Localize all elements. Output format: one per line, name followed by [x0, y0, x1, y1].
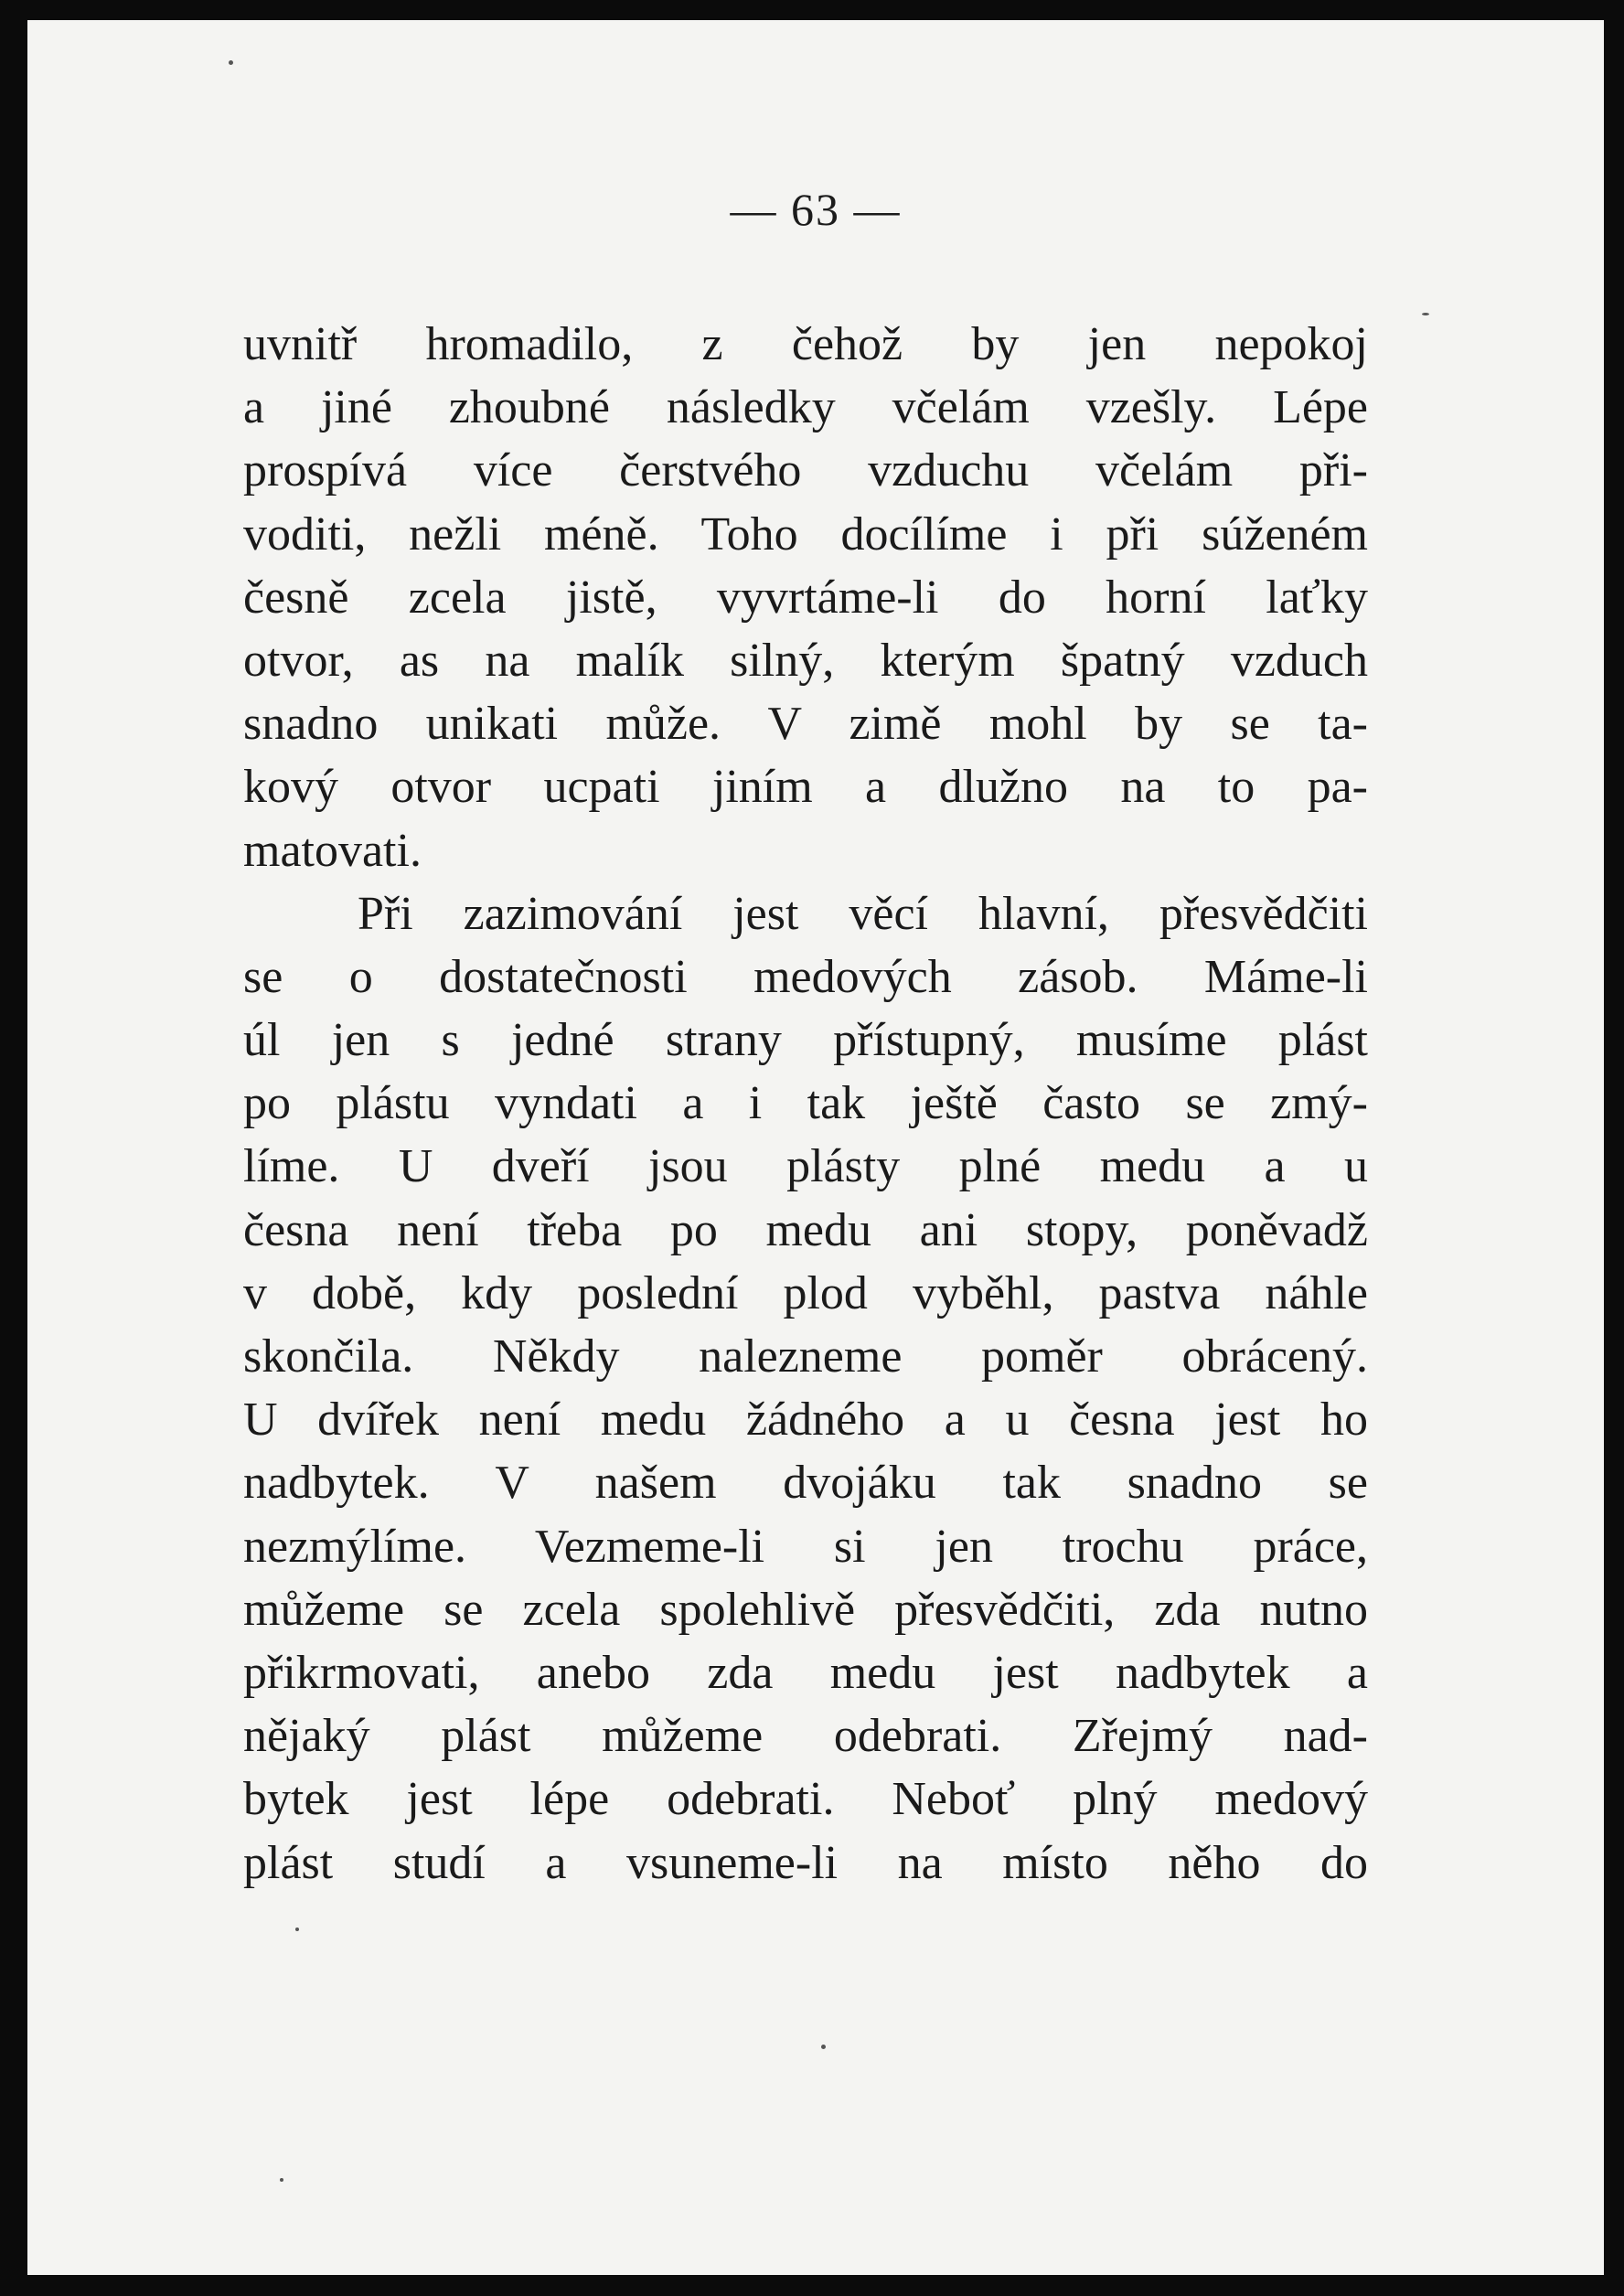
text-line: uvnitř hromadilo, z čehož by jen nepokoj: [243, 318, 1368, 370]
text-line: v době, kdy poslední plod vyběhl, pastva náhle: [243, 1266, 1368, 1319]
book-page: [27, 20, 1604, 2275]
text-line: nezmýlíme. Vezmeme-li si jen trochu práce,: [243, 1520, 1368, 1573]
paper-speck: [821, 2045, 826, 2049]
text-line: U dvířek není medu žádného a u česna jest ho: [243, 1394, 1368, 1447]
text-line: kový otvor ucpati jiním a dlužno na to pa-: [243, 761, 1368, 814]
text-line: snadno unikati může. V zimě mohl by se ta-: [243, 698, 1368, 751]
body-text: [243, 313, 1368, 1895]
text-line: česně zcela jistě, vyvrtáme-li do horní laťky: [243, 571, 1368, 624]
text-line: skončila. Někdy nalezneme poměr obrácený.: [243, 1330, 1368, 1383]
text-line: úl jen s jedné strany přístupný, musíme plást: [243, 1014, 1368, 1067]
paper-speck: [280, 2178, 283, 2182]
text-line: přikrmovati, anebo zda medu jest nadbytek a: [243, 1646, 1368, 1699]
text-line: matovati.: [243, 824, 422, 877]
text-line: nějaký plást můžeme odebrati. Zřejmý nad-: [243, 1710, 1368, 1763]
paragraph-start-line: Při zazimování jest věcí hlavní, přesvědčiti: [358, 887, 1368, 940]
text-line: líme. U dveří jsou plásty plné medu a u: [243, 1140, 1368, 1193]
text-line: otvor, as na malík silný, kterým špatný vzduch: [243, 634, 1368, 687]
paper-speck: [1422, 313, 1429, 315]
text-line: a jiné zhoubné následky včelám vzešly. Lépe: [243, 381, 1368, 434]
paper-speck: [295, 1928, 299, 1931]
text-line: prospívá více čerstvého vzduchu včelám při-: [243, 444, 1368, 497]
text-line: česna není třeba po medu ani stopy, poněvadž: [243, 1203, 1368, 1256]
text-line: bytek jest lépe odebrati. Neboť plný medový: [243, 1773, 1368, 1826]
page-number: — 63 —: [730, 184, 902, 235]
text-line: můžeme se zcela spolehlivě přesvědčiti, zda nutno: [243, 1583, 1368, 1636]
text-line: po plástu vyndati a i tak ještě často se zmý-: [243, 1077, 1368, 1130]
text-line: voditi, nežli méně. Toho docílíme i při súženém: [243, 507, 1368, 561]
paper-speck: [229, 60, 233, 65]
text-line: plást studí a vsuneme-li na místo něho do: [243, 1836, 1368, 1889]
text-line: nadbytek. V našem dvojáku tak snadno se: [243, 1457, 1368, 1510]
text-line: se o dostatečnosti medových zásob. Máme-li: [243, 950, 1368, 1003]
